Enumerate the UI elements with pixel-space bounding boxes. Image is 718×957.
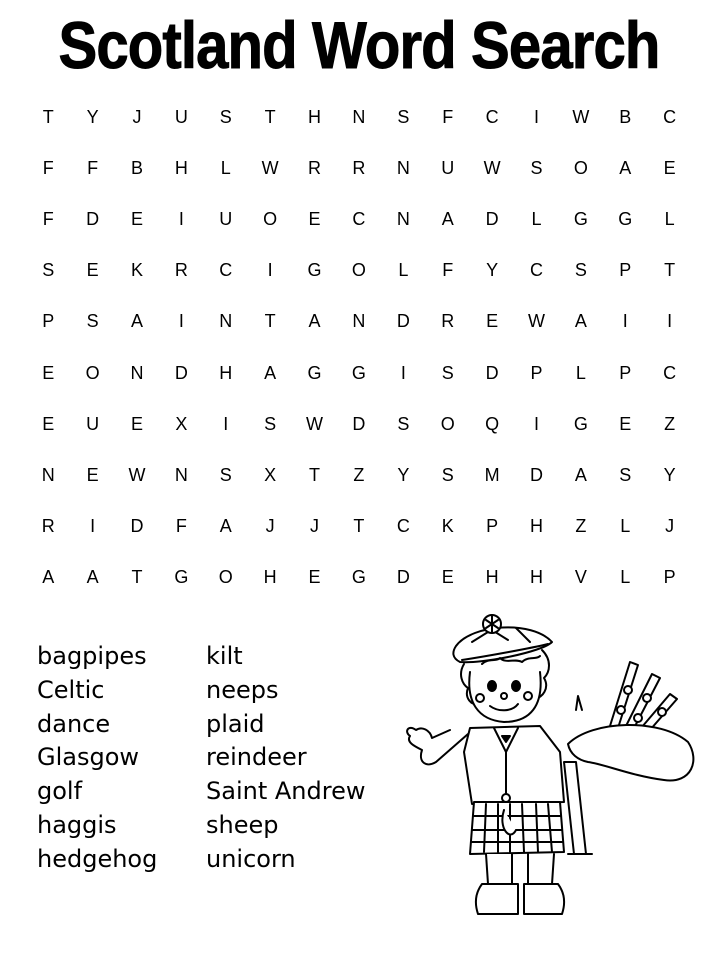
grid-letter: I: [622, 311, 628, 332]
grid-letter: E: [308, 209, 321, 230]
grid-letter: F: [42, 209, 54, 230]
word-list-item: kilt: [206, 642, 243, 670]
face: [469, 672, 540, 722]
grid-letter: W: [572, 107, 590, 128]
grid-letter: E: [42, 413, 55, 434]
grid-letter: T: [42, 107, 54, 128]
grid-letter: D: [130, 515, 144, 536]
grid-letter: T: [353, 515, 365, 536]
bagpipe-chanter: [564, 762, 586, 854]
grid-letter: A: [308, 311, 321, 332]
grid-letter: S: [574, 260, 587, 281]
grid-letter: G: [618, 209, 633, 230]
word-list-item: haggis: [37, 810, 117, 839]
grid-letter: Q: [485, 413, 500, 434]
grid-letter: I: [223, 413, 229, 434]
grid-letter: C: [529, 260, 543, 281]
grid-letter: Z: [575, 515, 587, 536]
grid-letter: E: [86, 260, 99, 281]
word-list-item: unicorn: [206, 844, 296, 873]
grid-letter: N: [352, 107, 366, 128]
grid-letter: P: [530, 362, 543, 383]
grid-letter: O: [85, 362, 100, 383]
grid-letter: O: [263, 209, 278, 230]
grid-letter: O: [573, 158, 588, 179]
grid-letter: X: [264, 464, 277, 485]
grid-letter: N: [352, 311, 366, 332]
grid-letter: J: [310, 515, 320, 536]
grid-letter: R: [41, 515, 55, 536]
grid-letter: G: [307, 362, 322, 383]
grid-letter: E: [619, 413, 632, 434]
waving-arm: [407, 728, 468, 765]
grid-letter: B: [130, 158, 143, 179]
word-list-item: sheep: [206, 810, 279, 839]
grid-letter: D: [86, 209, 100, 230]
grid-letter: D: [174, 362, 188, 383]
grid-letter: Z: [664, 413, 676, 434]
grid-letter: R: [308, 158, 322, 179]
grid-letter: D: [352, 413, 366, 434]
grid-letter: C: [396, 515, 410, 536]
grid-letter: L: [620, 515, 631, 536]
grid-letter: I: [533, 107, 539, 128]
grid-letter: H: [263, 566, 277, 587]
word-list-right: [206, 640, 365, 877]
grid-letter: E: [42, 362, 55, 383]
grid-letter: G: [573, 209, 588, 230]
word-list-item: reindeer: [206, 743, 307, 772]
grid-letter: G: [307, 260, 322, 281]
grid-letter: W: [261, 158, 279, 179]
grid-letter: S: [397, 413, 410, 434]
grid-letter: O: [440, 413, 455, 434]
grid-letter: Y: [663, 464, 676, 485]
grid-letter: G: [174, 566, 189, 587]
grid-letter: Z: [353, 464, 365, 485]
grid-letter: A: [441, 209, 454, 230]
grid-letter: I: [400, 362, 406, 383]
grid-letter: R: [174, 260, 188, 281]
grid-letter: J: [132, 107, 142, 128]
grid-letter: R: [352, 158, 366, 179]
grid-letter: L: [531, 209, 542, 230]
word-list-item: Celtic: [37, 675, 105, 704]
grid-letter: H: [219, 362, 233, 383]
grid-letter: I: [267, 260, 273, 281]
grid-letter: U: [86, 413, 100, 434]
grid-letter: L: [620, 566, 631, 587]
grid-letter: L: [664, 209, 675, 230]
letter-grid: [26, 92, 692, 603]
word-list-item: Glasgow: [37, 743, 140, 772]
grid-letter: P: [619, 260, 632, 281]
grid-letter: D: [485, 362, 499, 383]
grid-letter: S: [619, 464, 632, 485]
grid-letter: Y: [397, 464, 410, 485]
grid-letter: U: [219, 209, 233, 230]
word-list-item: Saint Andrew: [206, 777, 366, 806]
grid-letter: T: [264, 311, 276, 332]
grid-letter: G: [351, 362, 366, 383]
grid-letter: W: [527, 311, 545, 332]
grid-letter: N: [130, 362, 144, 383]
word-list-item: neeps: [206, 675, 279, 704]
word-list-item: hedgehog: [37, 844, 158, 873]
grid-letter: C: [663, 362, 677, 383]
grid-letter: O: [351, 260, 366, 281]
grid-letter: T: [131, 566, 143, 587]
grid-letter: T: [309, 464, 321, 485]
grid-letter: C: [352, 209, 366, 230]
grid-letter: S: [441, 464, 454, 485]
grid-letter: K: [441, 515, 454, 536]
grid-letter: P: [619, 362, 632, 383]
word-list-item: bagpipes: [37, 642, 147, 670]
grid-letter: I: [178, 209, 184, 230]
grid-letter: R: [441, 311, 455, 332]
grid-letter: S: [397, 107, 410, 128]
grid-letter: S: [86, 311, 99, 332]
grid-letter: A: [619, 158, 632, 179]
grid-letter: W: [128, 464, 146, 485]
word-list-item: dance: [37, 709, 111, 738]
grid-letter: L: [398, 260, 409, 281]
grid-letter: A: [574, 311, 587, 332]
grid-letter: I: [90, 515, 96, 536]
grid-letter: C: [663, 107, 677, 128]
grid-letter: W: [483, 158, 501, 179]
grid-letter: E: [130, 209, 143, 230]
grid-letter: A: [130, 311, 143, 332]
grid-letter: D: [485, 209, 499, 230]
grid-letter: H: [485, 566, 499, 587]
grid-letter: V: [574, 566, 587, 587]
word-list-item: golf: [37, 777, 83, 806]
grid-letter: J: [665, 515, 675, 536]
grid-letter: N: [41, 464, 55, 485]
grid-letter: U: [441, 158, 455, 179]
grid-letter: W: [306, 413, 324, 434]
grid-letter: N: [396, 209, 410, 230]
grid-letter: H: [529, 515, 543, 536]
grid-letter: P: [486, 515, 499, 536]
grid-letter: D: [396, 566, 410, 587]
grid-letter: F: [442, 260, 454, 281]
grid-letter: Y: [86, 107, 99, 128]
grid-letter: A: [42, 566, 55, 587]
grid-letter: N: [219, 311, 233, 332]
grid-letter: J: [265, 515, 275, 536]
grid-letter: S: [530, 158, 543, 179]
grid-letter: H: [174, 158, 188, 179]
grid-letter: X: [175, 413, 188, 434]
grid-letter: A: [219, 515, 232, 536]
grid-letter: F: [42, 158, 54, 179]
grid-letter: L: [575, 362, 586, 383]
grid-letter: A: [574, 464, 587, 485]
grid-letter: P: [663, 566, 676, 587]
grid-letter: C: [485, 107, 499, 128]
grid-letter: S: [441, 362, 454, 383]
grid-letter: E: [86, 464, 99, 485]
grid-letter: F: [442, 107, 454, 128]
grid-letter: I: [178, 311, 184, 332]
grid-letter: D: [396, 311, 410, 332]
bagpiper-illustration: [392, 602, 702, 926]
bagpipe-bag: [568, 725, 693, 780]
grid-letter: M: [484, 464, 500, 485]
grid-letter: L: [220, 158, 231, 179]
word-list-item: plaid: [206, 709, 265, 738]
page-title: Scotland Word Search: [58, 8, 660, 82]
grid-letter: E: [130, 413, 143, 434]
grid-letter: C: [219, 260, 233, 281]
tam-o-shanter: [453, 615, 552, 662]
grid-letter: S: [42, 260, 55, 281]
grid-letter: N: [396, 158, 410, 179]
grid-letter: F: [87, 158, 99, 179]
grid-letter: E: [308, 566, 321, 587]
word-list-left: [37, 640, 157, 877]
grid-letter: E: [486, 311, 499, 332]
grid-letter: P: [42, 311, 55, 332]
grid-letter: T: [664, 260, 676, 281]
grid-letter: O: [218, 566, 233, 587]
grid-letter: H: [529, 566, 543, 587]
grid-letter: A: [86, 566, 99, 587]
grid-letter: G: [573, 413, 588, 434]
grid-letter: K: [130, 260, 143, 281]
grid-letter: Y: [486, 260, 499, 281]
kilt: [470, 802, 564, 854]
grid-letter: F: [175, 515, 187, 536]
grid-letter: T: [264, 107, 276, 128]
legs: [476, 854, 564, 914]
grid-letter: U: [174, 107, 188, 128]
jacket: [464, 726, 564, 804]
grid-letter: S: [219, 107, 232, 128]
grid-letter: I: [667, 311, 673, 332]
grid-letter: S: [264, 413, 277, 434]
grid-letter: I: [533, 413, 539, 434]
grid-letter: A: [264, 362, 277, 383]
grid-letter: E: [441, 566, 454, 587]
grid-letter: H: [308, 107, 322, 128]
grid-letter: D: [529, 464, 543, 485]
grid-letter: B: [619, 107, 632, 128]
grid-letter: E: [663, 158, 676, 179]
grid-letter: S: [219, 464, 232, 485]
grid-letter: N: [174, 464, 188, 485]
grid-letter: G: [351, 566, 366, 587]
